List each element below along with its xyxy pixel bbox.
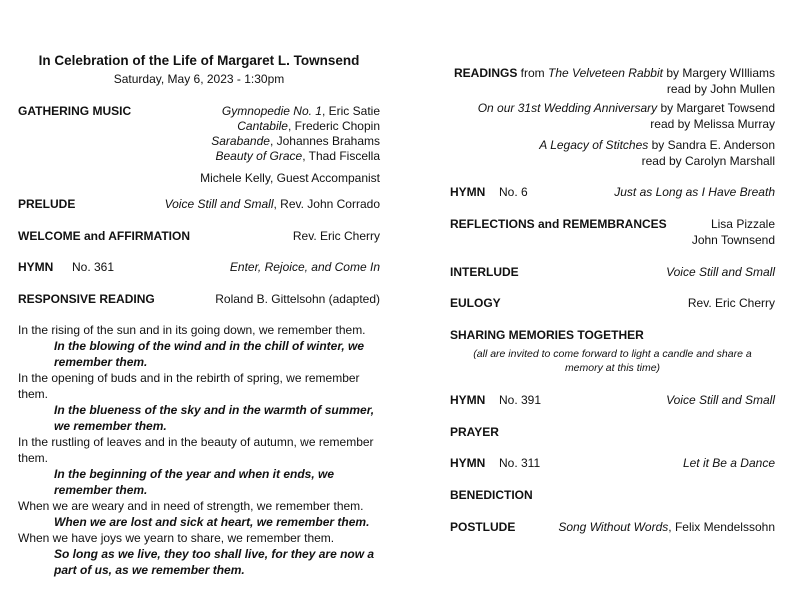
- music-piece: Sarabande, Johannes Brahams: [211, 134, 380, 148]
- sharing-note: memory at this time): [564, 362, 661, 374]
- hymn-number: No. 361: [72, 260, 115, 274]
- reading-2: On our 31st Wedding Anniversary by Margaret Towsend: [477, 101, 775, 115]
- reading-line: In the blowing of the wind and in the chill of winter, we: [54, 339, 364, 353]
- sharing-memories-label: SHARING MEMORIES TOGETHER: [450, 328, 644, 342]
- prelude-label: PRELUDE: [18, 197, 76, 211]
- reading-2-reader: read by Melissa Murray: [650, 117, 775, 131]
- reading-line: When we are lost and sick at heart, we remember them.: [54, 515, 370, 529]
- speaker-name: Lisa Pizzale: [710, 217, 775, 231]
- responsive-reading-author: Roland B. Gittelsohn (adapted): [215, 292, 380, 306]
- welcome-label: WELCOME and AFFIRMATION: [18, 229, 190, 243]
- reading-line: them.: [18, 451, 49, 465]
- reading-3: A Legacy of Stitches by Sandra E. Anderson: [539, 138, 775, 152]
- reading-line: When we have joys we yearn to share, we remember them.: [18, 531, 335, 545]
- interlude-title: Voice Still and Small: [666, 265, 775, 279]
- hymn-number: No. 6: [499, 185, 528, 199]
- postlude-label: POSTLUDE: [450, 520, 516, 534]
- hymn-label: HYMN: [450, 185, 486, 199]
- reading-line: In the opening of buds and in the rebirth of spring, we remember: [18, 371, 360, 385]
- hymn-label: HYMN: [450, 393, 486, 407]
- postlude-piece: Song Without Words, Felix Mendelssohn: [558, 520, 775, 534]
- speaker-name: John Townsend: [691, 233, 775, 247]
- prayer-label: PRAYER: [450, 425, 499, 439]
- hymn-number: No. 391: [499, 393, 542, 407]
- reading-line: In the blueness of the sky and in the warmth of summer,: [54, 403, 375, 417]
- welcome-officiant: Rev. Eric Cherry: [292, 229, 380, 243]
- benediction-label: BENEDICTION: [450, 488, 533, 502]
- interlude-label: INTERLUDE: [450, 265, 519, 279]
- hymn-number: No. 311: [499, 456, 541, 470]
- hymn-title: Voice Still and Small: [666, 393, 775, 407]
- reading-line: So long as we live, they too shall live, for they are now a: [54, 547, 375, 561]
- music-piece: Cantabile, Frederic Chopin: [237, 119, 380, 133]
- reading-line: When we are weary and in need of strength, we remember them.: [18, 499, 364, 513]
- music-piece: Gymnopedie No. 1, Eric Satie: [221, 104, 380, 118]
- eulogy-speaker: Rev. Eric Cherry: [687, 296, 775, 310]
- gathering-music-label: GATHERING MUSIC: [18, 104, 132, 118]
- reading-line: In the rising of the sun and in its going down, we remember them.: [18, 323, 366, 337]
- hymn-label: HYMN: [18, 260, 54, 274]
- reading-line: In the rustling of leaves and in the beauty of autumn, we remember: [18, 435, 374, 449]
- reading-1: READINGS from The Velveteen Rabbit by Margery WIlliams: [454, 66, 775, 80]
- reading-line: remember them.: [54, 355, 148, 369]
- readings-label: READINGS: [454, 66, 518, 80]
- reading-1-reader: read by John Mullen: [666, 82, 775, 96]
- reading-line: part of us, as we remember them.: [54, 563, 245, 577]
- reflections-label: REFLECTIONS and REMEMBRANCES: [450, 217, 667, 231]
- hymn-label: HYMN: [450, 456, 486, 470]
- reading-line: we remember them.: [54, 419, 167, 433]
- hymn-title: Enter, Rejoice, and Come In: [229, 260, 380, 274]
- reading-line: remember them.: [54, 483, 148, 497]
- prelude-piece: Voice Still and Small, Rev. John Corrado: [164, 197, 380, 211]
- hymn-title: Just as Long as I Have Breath: [614, 185, 775, 199]
- hymn-title: Let it Be a Dance: [682, 456, 775, 470]
- reading-line: In the beginning of the year and when it ends, we: [54, 467, 335, 481]
- guest-accompanist: Michele Kelly, Guest Accompanist: [200, 171, 380, 185]
- eulogy-label: EULOGY: [450, 296, 501, 310]
- reading-line: them.: [18, 387, 49, 401]
- responsive-reading-label: RESPONSIVE READING: [18, 292, 155, 306]
- page-title: In Celebration of the Life of Margaret L. Townsend: [38, 53, 360, 68]
- reading-3-reader: read by Carolyn Marshall: [641, 154, 775, 168]
- service-date: Saturday, May 6, 2023 - 1:30pm: [113, 72, 285, 86]
- sharing-note: (all are invited to come forward to light a candle and share a: [473, 348, 752, 360]
- music-piece: Beauty of Grace, Thad Fiscella: [215, 149, 380, 163]
